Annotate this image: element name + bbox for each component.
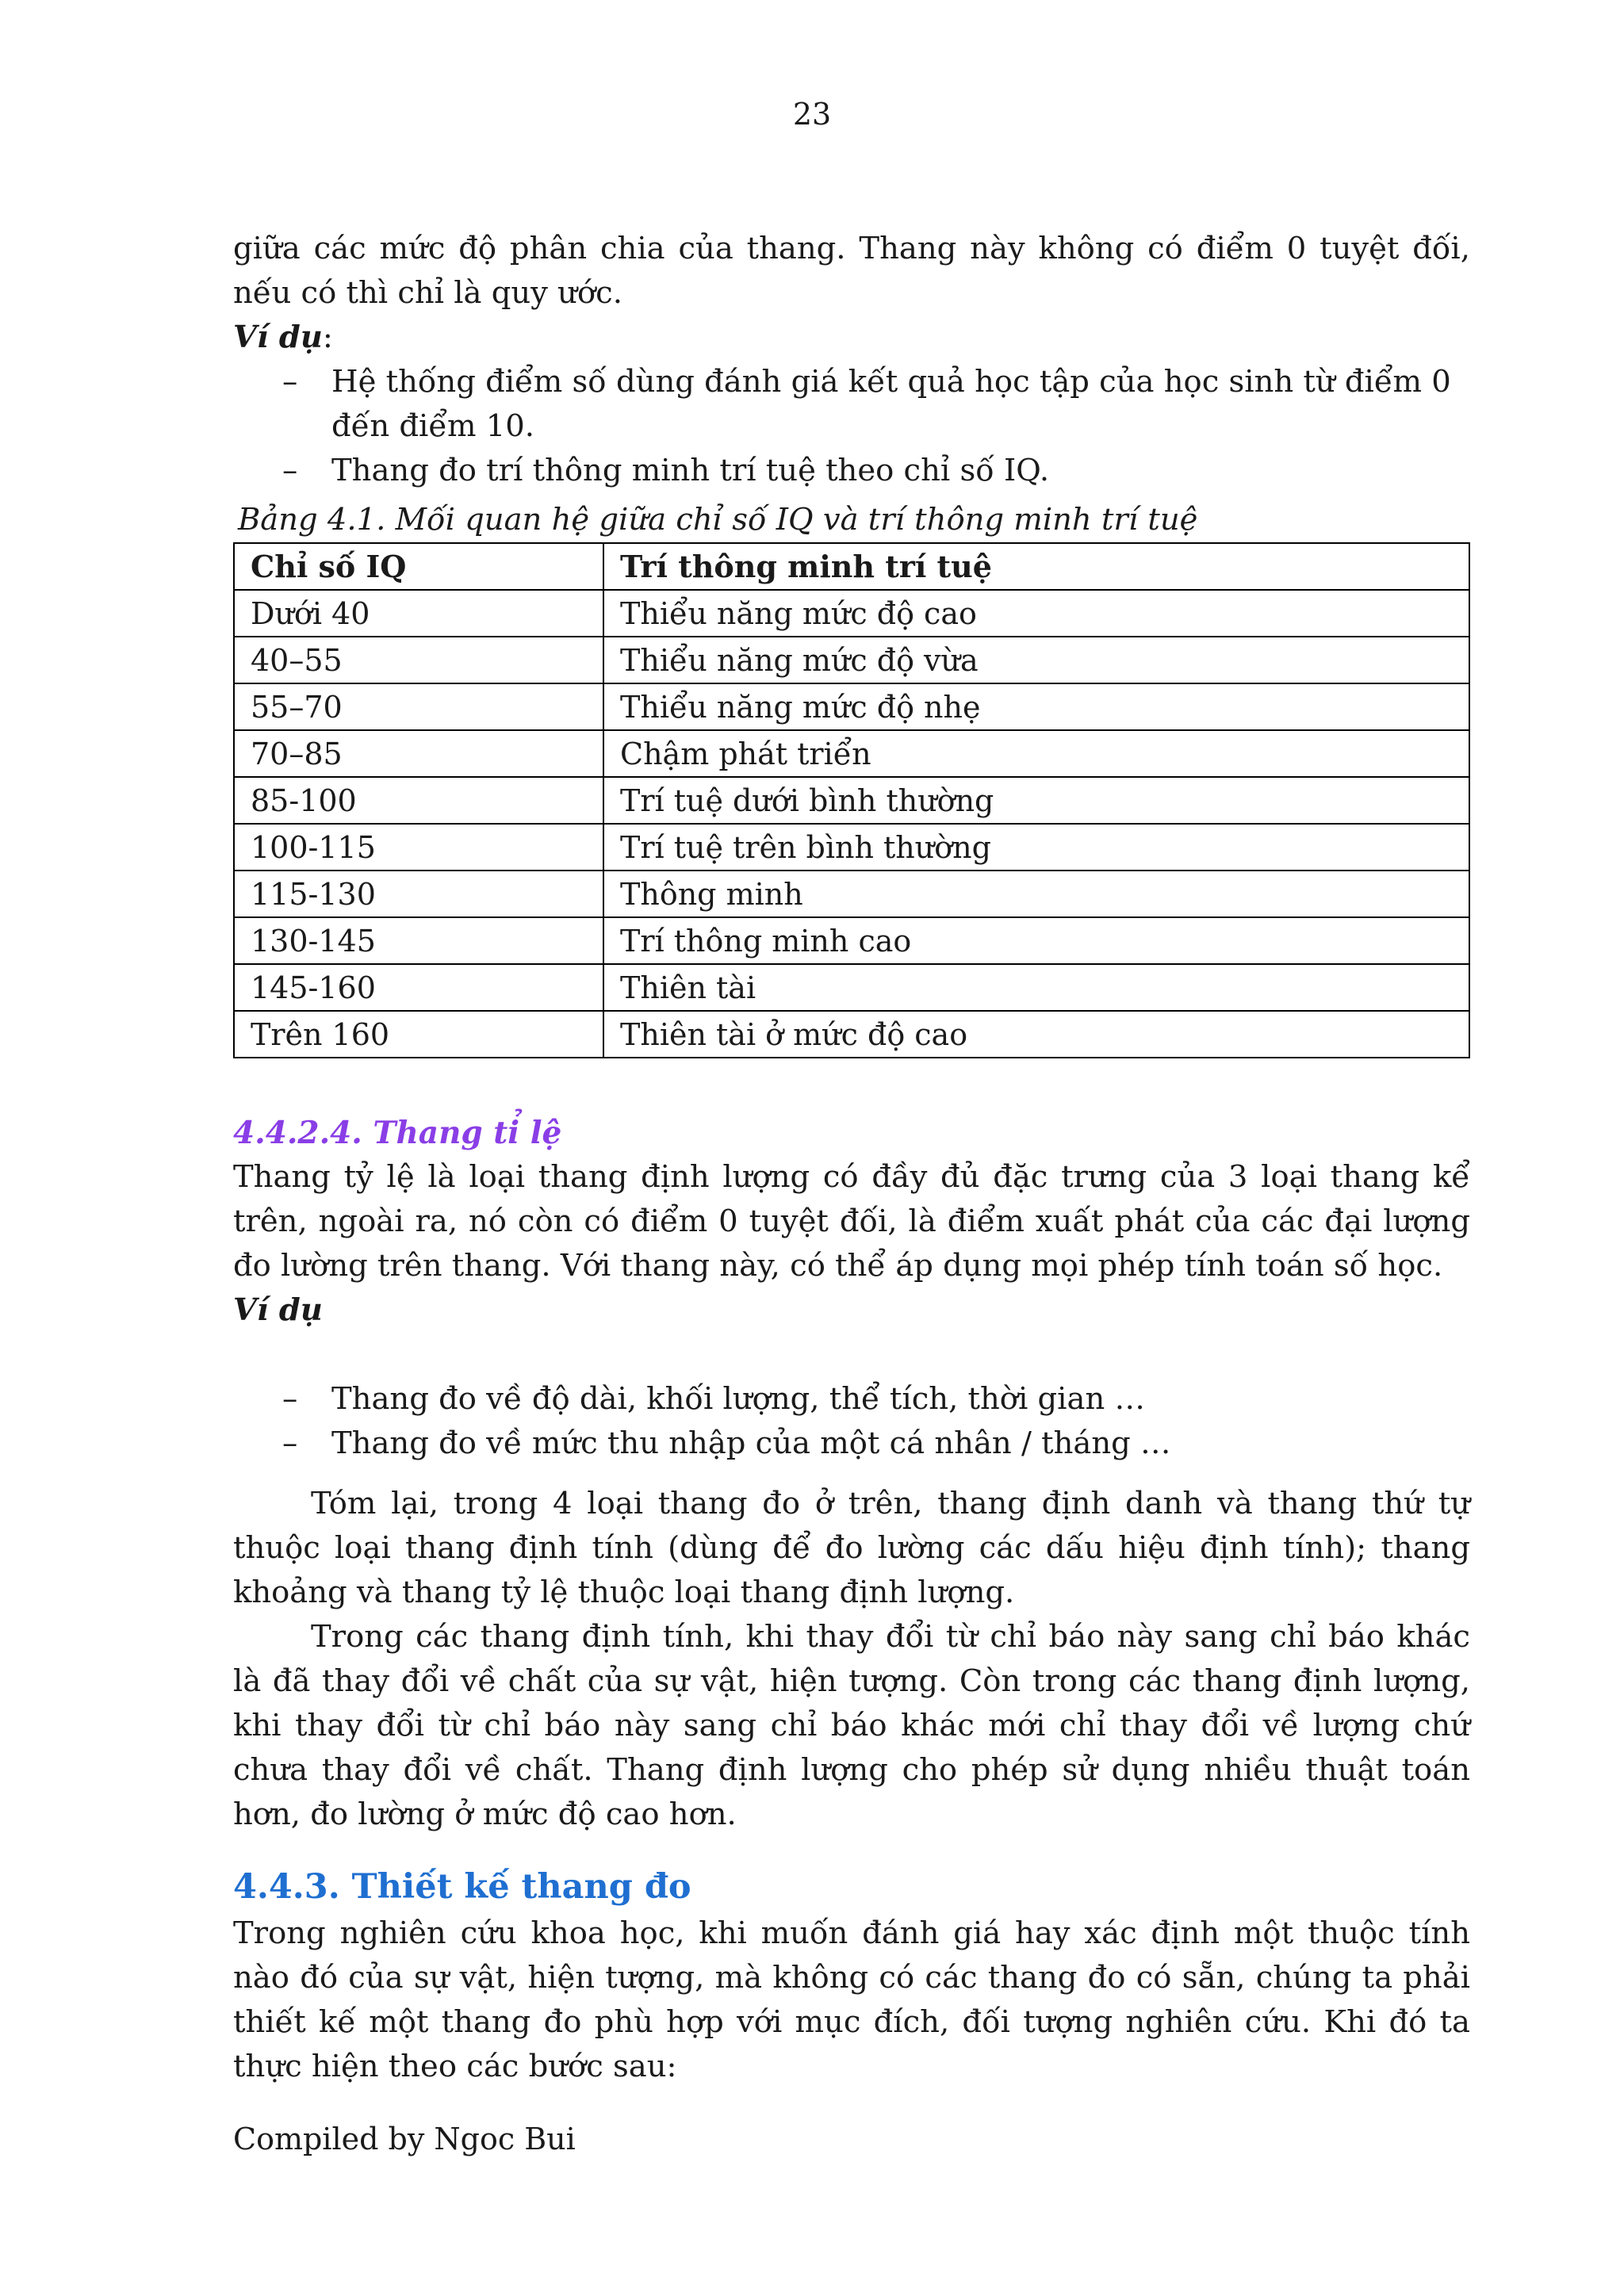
iq-table xyxy=(233,542,1470,1058)
dash-bullet: – xyxy=(282,1381,298,1417)
section-heading-scale-design: 4.4.3. Thiết kế thang đo xyxy=(233,1867,691,1907)
table-cell-iq: Dưới 40 xyxy=(234,590,603,637)
table-cell-intelligence: Thiểu năng mức độ nhẹ xyxy=(603,683,1469,730)
table-caption: Bảng 4.1. Mối quan hệ giữa chỉ số IQ và trí thông minh trí tuệ xyxy=(238,502,1198,538)
table-cell-iq: 40–55 xyxy=(234,637,603,683)
list-item xyxy=(233,1377,1470,1422)
list-item xyxy=(233,449,1470,493)
table-header-intelligence: Trí thông minh trí tuệ xyxy=(603,543,1469,590)
table-cell-intelligence: Chậm phát triển xyxy=(603,730,1469,777)
list-item-text: Thang đo về mức thu nhập của một cá nhân / tháng … xyxy=(331,1425,1171,1461)
example-label-1 xyxy=(233,316,1470,360)
page-footer: Compiled by Ngoc Bui xyxy=(233,2122,576,2156)
table-cell-iq: 115-130 xyxy=(234,871,603,917)
dash-bullet: – xyxy=(282,1425,298,1461)
list-item-text: Thang đo trí thông minh trí tuệ theo chỉ số IQ. xyxy=(331,453,1050,488)
paragraph-qualitative: Trong các thang định tính, khi thay đổi từ chỉ báo này sang chỉ báo khác là đã thay đổi về chất của sự vật, hiện tượng. Còn trong các thang định lượng, khi thay đổi từ chỉ báo này sang chỉ báo khác mới chỉ thay đổi về lượng chứ chưa thay đổi về chất. Thang định lượng cho phép sử dụng nhiều thuật toán hơn, đo lường ở mức độ cao hơn. xyxy=(233,1619,1470,1832)
table-row xyxy=(234,637,1469,683)
page-content xyxy=(233,227,1470,2089)
table-row xyxy=(234,824,1469,871)
table-cell-intelligence: Thông minh xyxy=(603,871,1469,917)
table-row xyxy=(234,777,1469,824)
paragraph-intro: giữa các mức độ phân chia của thang. Thang này không có điểm 0 tuyệt đối, nếu có thì chỉ là quy ước. xyxy=(233,231,1470,311)
list-item xyxy=(233,1422,1470,1466)
table-header-iq: Chỉ số IQ xyxy=(234,543,603,590)
list-item-text: Hệ thống điểm số dùng đánh giá kết quả học tập của học sinh từ điểm 0 đến điểm 10. xyxy=(331,364,1451,444)
table-row xyxy=(234,871,1469,917)
table-row xyxy=(234,730,1469,777)
table-cell-iq: 145-160 xyxy=(234,964,603,1011)
table-cell-iq: 55–70 xyxy=(234,683,603,730)
table-row xyxy=(234,964,1469,1011)
example-label-text: Ví dụ xyxy=(233,320,323,355)
table-cell-iq: 70–85 xyxy=(234,730,603,777)
dash-bullet: – xyxy=(282,453,298,488)
paragraph-summary: Tóm lại, trong 4 loại thang đo ở trên, thang định danh và thang thứ tự thuộc loại thang định tính (dùng để đo lường các dấu hiệu định tính); thang khoảng và thang tỷ lệ thuộc loại thang định lượng. xyxy=(233,1486,1470,1610)
table-cell-intelligence: Trí tuệ dưới bình thường xyxy=(603,777,1469,824)
example-list-2 xyxy=(233,1377,1470,1466)
table-row xyxy=(234,683,1469,730)
table-cell-intelligence: Trí tuệ trên bình thường xyxy=(603,824,1469,871)
table-cell-intelligence: Thiểu năng mức độ vừa xyxy=(603,637,1469,683)
page-number: 23 xyxy=(792,97,832,132)
example-label-2: Ví dụ xyxy=(233,1292,323,1328)
table-row xyxy=(234,1011,1469,1058)
list-item-text: Thang đo về độ dài, khối lượng, thể tích, thời gian … xyxy=(331,1381,1145,1417)
table-header-row xyxy=(234,543,1469,590)
table-row xyxy=(234,917,1469,964)
table-cell-iq: 100-115 xyxy=(234,824,603,871)
list-item xyxy=(233,360,1470,449)
example-list-1 xyxy=(233,360,1470,493)
table-cell-iq: 130-145 xyxy=(234,917,603,964)
table-cell-intelligence: Thiên tài ở mức độ cao xyxy=(603,1011,1469,1058)
paragraph-scale-design: Trong nghiên cứu khoa học, khi muốn đánh giá hay xác định một thuộc tính nào đó của sự vật, hiện tượng, mà không có các thang đo có sẵn, chúng ta phải thiết kế một thang đo phù hợp với mục đích, đối tượng nghiên cứu. Khi đó ta thực hiện theo các bước sau: xyxy=(233,1915,1470,2084)
paragraph-ratio-scale: Thang tỷ lệ là loại thang định lượng có đầy đủ đặc trưng của 3 loại thang kể trên, ngoài ra, nó còn có điểm 0 tuyệt đối, là điểm xuất phát của các đại lượng đo lường trên thang. Với thang này, có thể áp dụng mọi phép tính toán số học. xyxy=(233,1159,1470,1284)
section-heading-ratio-scale: 4.4.2.4. Thang tỉ lệ xyxy=(233,1115,562,1151)
table-cell-intelligence: Thiên tài xyxy=(603,964,1469,1011)
table-cell-iq: 85-100 xyxy=(234,777,603,824)
example-label-colon: : xyxy=(322,320,333,355)
table-cell-iq: Trên 160 xyxy=(234,1011,603,1058)
table-cell-intelligence: Trí thông minh cao xyxy=(603,917,1469,964)
table-row xyxy=(234,590,1469,637)
dash-bullet: – xyxy=(282,364,298,400)
table-cell-intelligence: Thiểu năng mức độ cao xyxy=(603,590,1469,637)
